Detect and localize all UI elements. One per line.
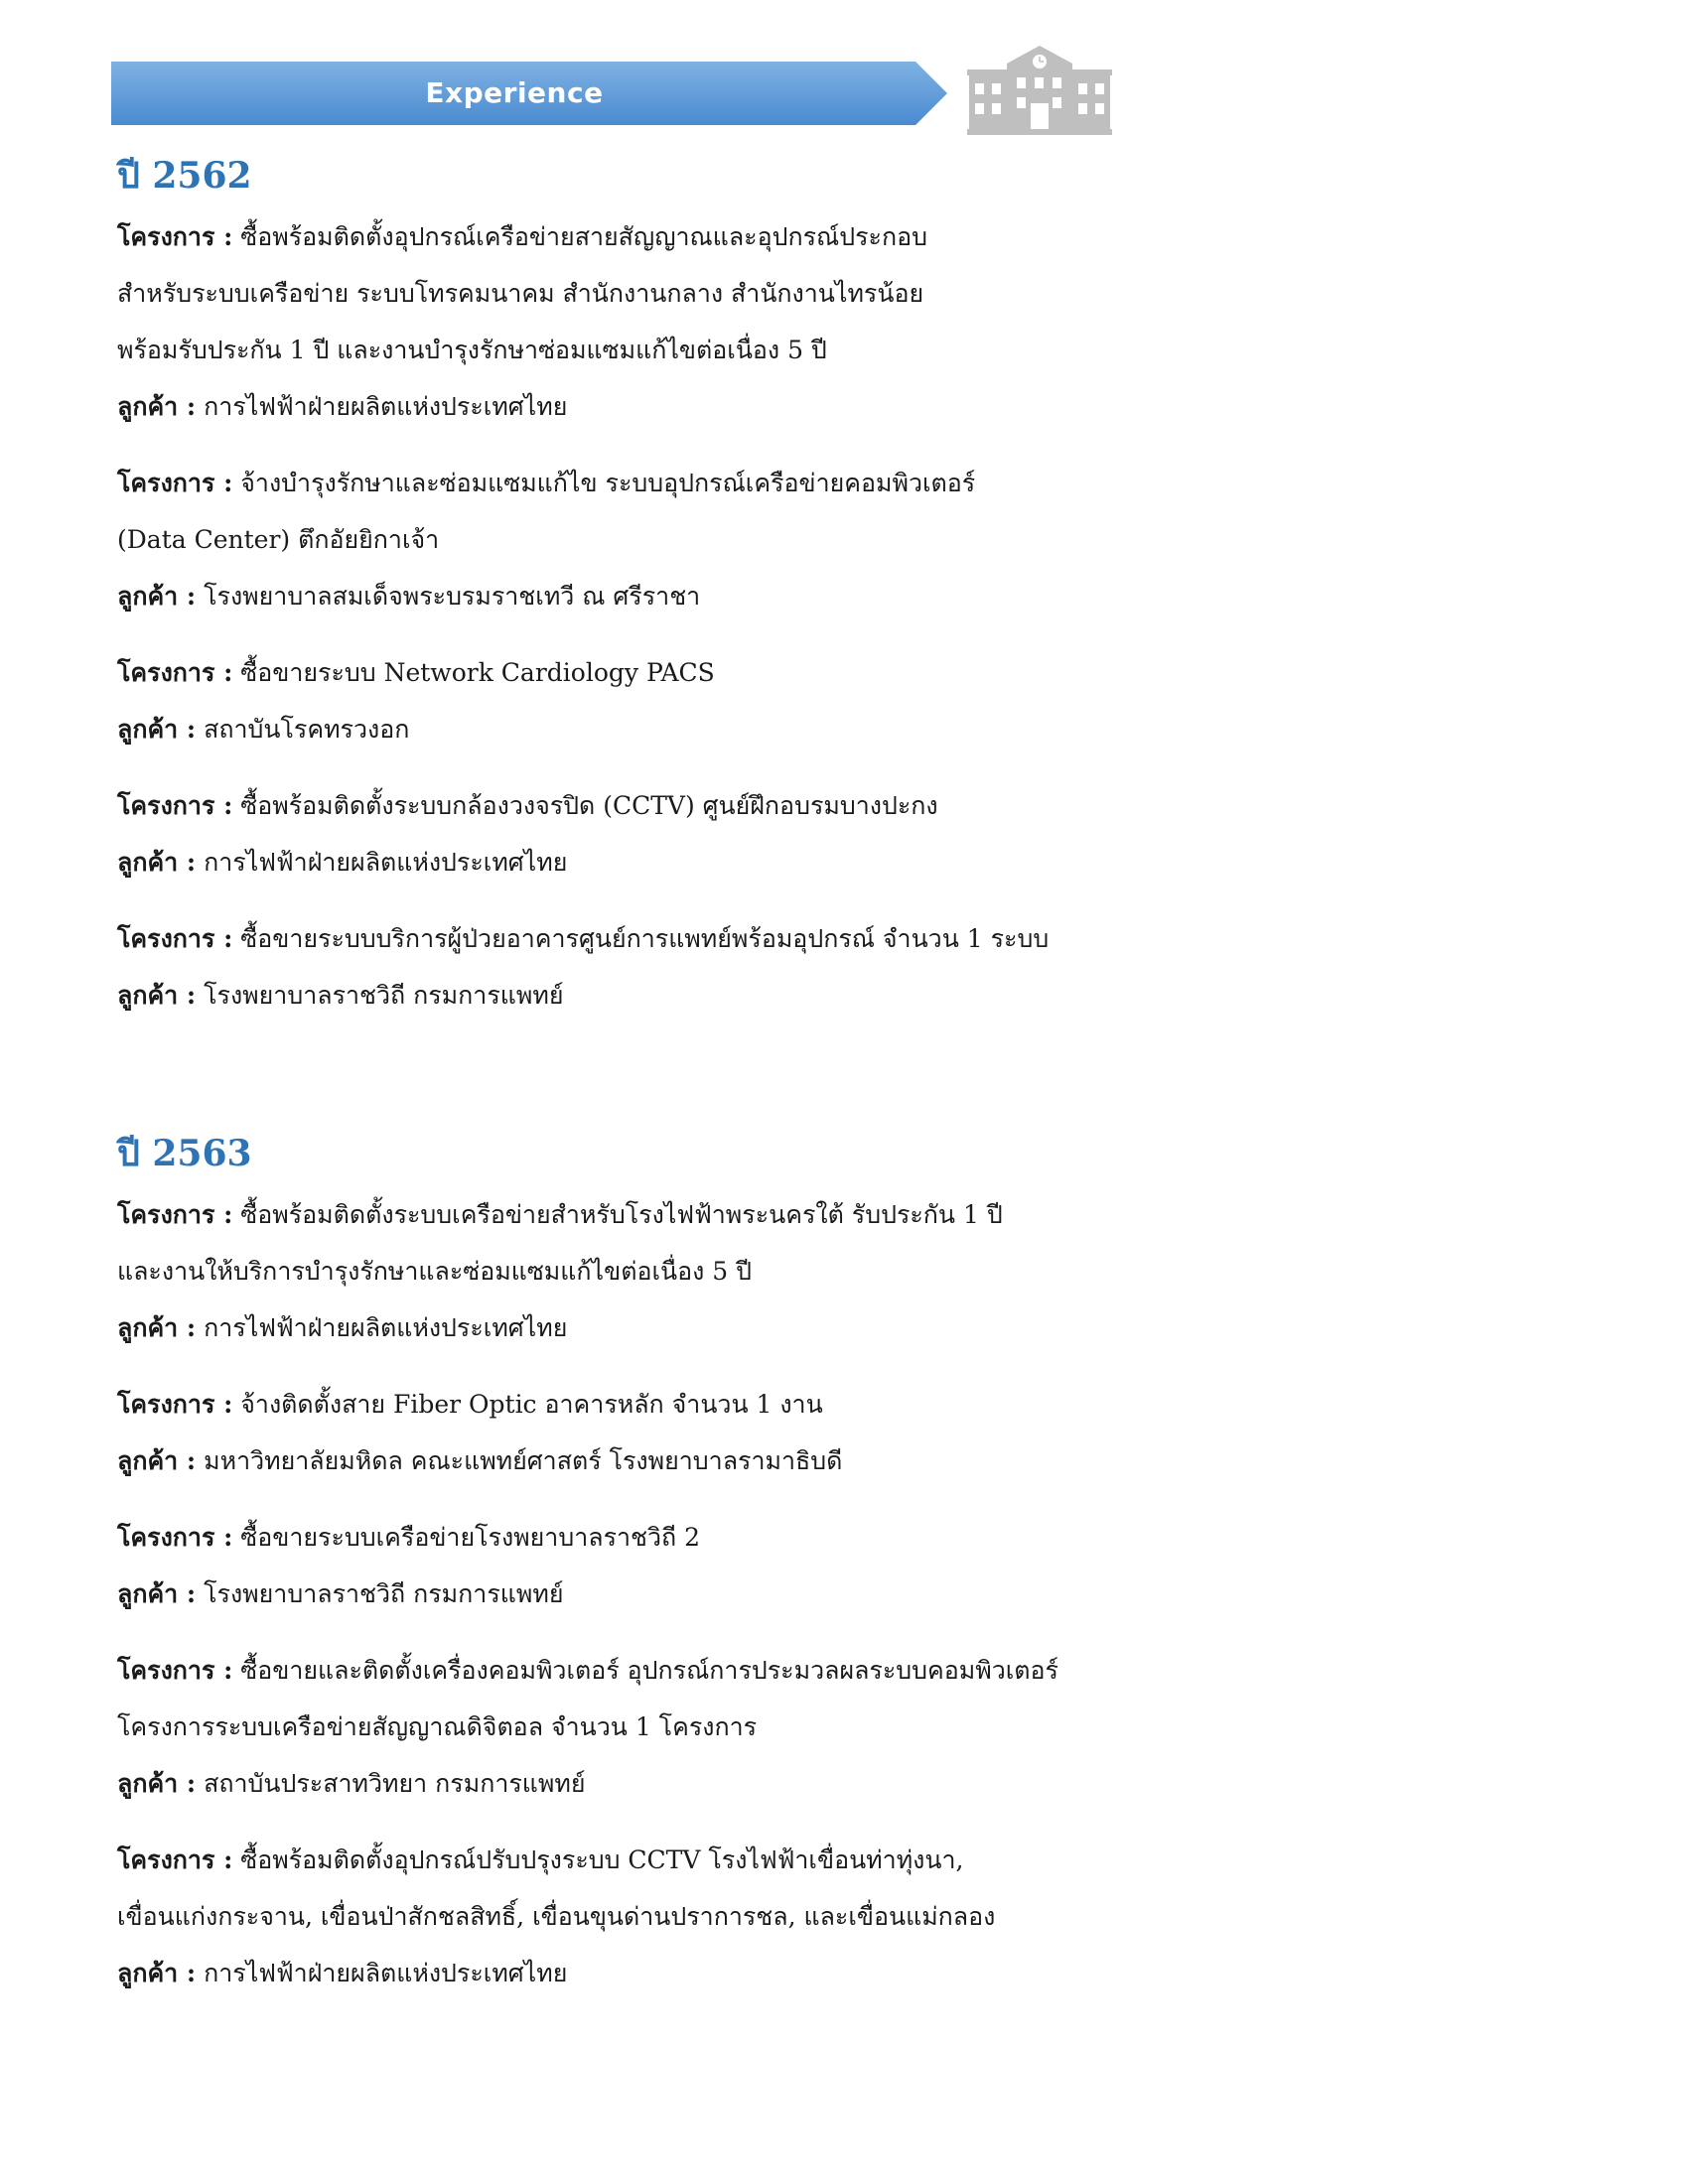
customer-line [117,834,1190,890]
project-text: ซื้อขายระบบเครือข่ายโรงพยาบาลราชวิถี 2 [240,1523,701,1552]
project-entry [117,1376,1190,1489]
project-label: โครงการ : [117,1845,233,1874]
customer-text: โรงพยาบาลราชวิถี กรมการแพทย์ [204,981,564,1010]
customer-text: การไฟฟ้าฝ่ายผลิตแห่งประเทศไทย [204,1959,568,1987]
customer-label: ลูกค้า : [117,1313,197,1342]
project-entry [117,1832,1190,2001]
customer-line [117,967,1190,1024]
section-header-banner [111,62,947,125]
project-text: ซื้อพร้อมติดตั้งอุปกรณ์เครือข่ายสายสัญญาณและอุปกรณ์ประกอบ [240,222,927,251]
project-label: โครงการ : [117,469,233,497]
project-label: โครงการ : [117,222,233,251]
customer-text: การไฟฟ้าฝ่ายผลิตแห่งประเทศไทย [204,1313,568,1342]
year-section-2563 [117,1127,1190,2001]
project-line [117,1186,1190,1243]
project-entry [117,777,1190,890]
project-text: และงานให้บริการบำรุงรักษาและซ่อมแซมแก้ไขต่อเนื่อง 5 ปี [117,1257,752,1286]
customer-text: โรงพยาบาลสมเด็จพระบรมราชเทวี ณ ศรีราชา [204,582,701,611]
project-text: ซื้อพร้อมติดตั้งอุปกรณ์ปรับปรุงระบบ CCTV โรงไฟฟ้าเขื่อนท่าทุ่งนา, [240,1845,964,1874]
experience-content [117,149,1190,2021]
project-text: ซื้อขายและติดตั้งเครื่องคอมพิวเตอร์ อุปกรณ์การประมวลผลระบบคอมพิวเตอร์ [240,1656,1058,1685]
year-section-2562 [117,149,1190,1024]
customer-label: ลูกค้า : [117,981,197,1010]
project-entry [117,644,1190,757]
project-text: จ้างติดตั้งสาย Fiber Optic อาคารหลัก จำนวน 1 งาน [240,1390,823,1419]
customer-line [117,378,1190,435]
project-line [117,1642,1190,1699]
project-label: โครงการ : [117,1523,233,1552]
year-heading: ปี 2562 [117,155,252,197]
project-line [117,1832,1190,1888]
project-line [117,644,1190,701]
customer-text: สถาบันประสาทวิทยา กรมการแพทย์ [204,1769,586,1798]
project-text: (Data Center) ตึกอัยยิกาเจ้า [117,525,440,554]
project-text: ซื้อพร้อมติดตั้งระบบเครือข่ายสำหรับโรงไฟฟ้าพระนครใต้ รับประกัน 1 ปี [240,1200,1003,1229]
customer-label: ลูกค้า : [117,715,197,744]
project-line [117,208,1190,265]
customer-line [117,1299,1190,1356]
customer-line [117,1755,1190,1812]
school-building-icon [967,44,1112,135]
project-entry [117,1186,1190,1356]
project-entry [117,910,1190,1024]
project-text: เขื่อนแก่งกระจาน, เขื่อนป่าสักชลสิทธิ์, เขื่อนขุนด่านปราการชล, และเขื่อนแม่กลอง [117,1902,996,1931]
project-label: โครงการ : [117,924,233,953]
customer-label: ลูกค้า : [117,1959,197,1987]
customer-text: สถาบันโรคทรวงอก [204,715,410,744]
project-entry [117,455,1190,624]
project-line [117,455,1190,511]
customer-text: การไฟฟ้าฝ่ายผลิตแห่งประเทศไทย [204,848,568,877]
project-entry [117,208,1190,435]
project-text: ซื้อพร้อมติดตั้งระบบกล้องวงจรปิด (CCTV) ศูนย์ฝึกอบรมบางปะกง [240,791,938,820]
project-line [117,777,1190,834]
project-label: โครงการ : [117,791,233,820]
customer-line [117,1433,1190,1489]
customer-line [117,1945,1190,2001]
project-label: โครงการ : [117,1656,233,1685]
customer-label: ลูกค้า : [117,582,197,611]
project-text: ซื้อขายระบบ Network Cardiology PACS [240,658,715,687]
customer-label: ลูกค้า : [117,1446,197,1475]
project-label: โครงการ : [117,1200,233,1229]
project-text: โครงการระบบเครือข่ายสัญญาณดิจิตอล จำนวน 1 โครงการ [117,1712,758,1741]
customer-line [117,568,1190,624]
customer-text: โรงพยาบาลราชวิถี กรมการแพทย์ [204,1579,564,1608]
customer-label: ลูกค้า : [117,1579,197,1608]
project-label: โครงการ : [117,658,233,687]
project-text: พร้อมรับประกัน 1 ปี และงานบำรุงรักษาซ่อมแซมแก้ไขต่อเนื่อง 5 ปี [117,336,827,364]
customer-line [117,701,1190,757]
project-line [117,1376,1190,1433]
customer-label: ลูกค้า : [117,848,197,877]
project-entry [117,1642,1190,1812]
project-text: สำหรับระบบเครือข่าย ระบบโทรคมนาคม สำนักงานกลาง สำนักงานไทรน้อย [117,279,924,308]
project-line [117,1509,1190,1566]
customer-text: การไฟฟ้าฝ่ายผลิตแห่งประเทศไทย [204,392,568,421]
customer-line [117,1566,1190,1622]
project-label: โครงการ : [117,1390,233,1419]
year-heading: ปี 2563 [117,1133,252,1174]
customer-label: ลูกค้า : [117,1769,197,1798]
project-line [117,910,1190,967]
project-entry [117,1509,1190,1622]
project-text: จ้างบำรุงรักษาและซ่อมแซมแก้ไข ระบบอุปกรณ์เครือข่ายคอมพิวเตอร์ [240,469,976,497]
customer-text: มหาวิทยาลัยมหิดล คณะแพทย์ศาสตร์ โรงพยาบาลรามาธิบดี [204,1446,843,1475]
section-title: Experience [425,76,604,109]
customer-label: ลูกค้า : [117,392,197,421]
project-text: ซื้อขายระบบบริการผู้ป่วยอาคารศูนย์การแพทย์พร้อมอุปกรณ์ จำนวน 1 ระบบ [240,924,1050,953]
